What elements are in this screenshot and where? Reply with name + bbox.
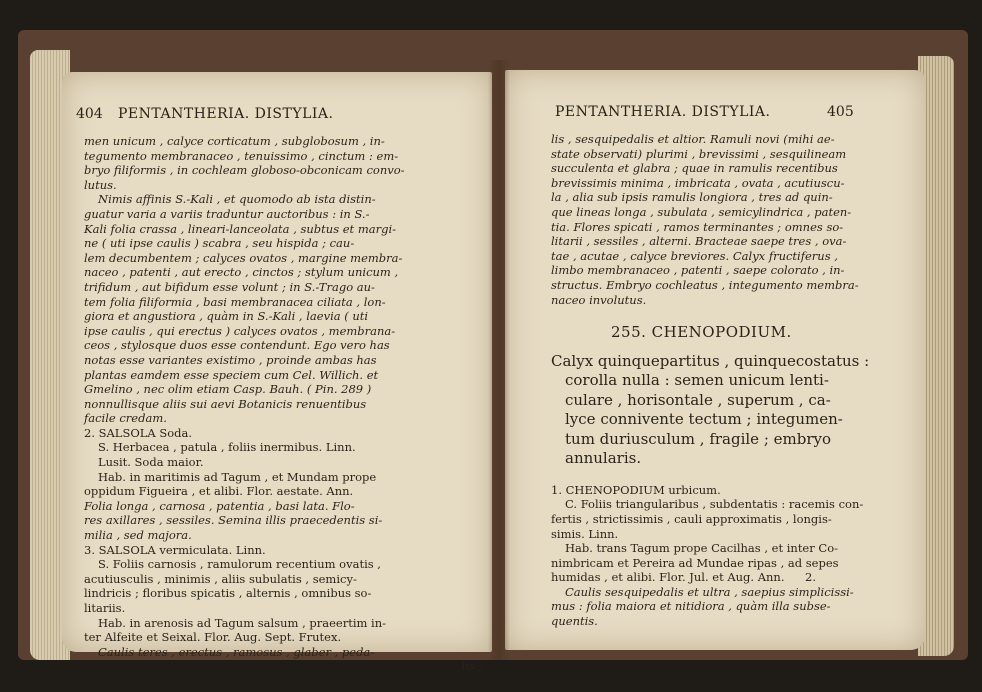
habitat-line: ter Alfeite et Seixal. Flor. Aug. Sept. Frutex. [84, 630, 342, 645]
species-description: Lusit. Soda maior. [98, 455, 204, 470]
left-page [62, 72, 492, 674]
right-page-body [551, 132, 881, 629]
text-line: que lineas longa , subulata , semicylindrica , paten- [551, 204, 852, 219]
habitat-line: Caulis sesquipedalis et ultra , saepius simplicissi- [565, 584, 854, 599]
character-line: lyce connivente tectum ; integumen- [565, 410, 843, 429]
habitat-line: milia , sed majora. [84, 528, 192, 543]
text-line: plantas eamdem esse speciem cum Cel. Willich. et [84, 367, 379, 382]
species-description: acutiusculis , minimis , aliis subulatis , semicy- [84, 571, 357, 586]
text-line: guatur varia a variis traduntur auctoribus : in S.- [84, 206, 370, 221]
text-line: lem decumbentem ; calyces ovatos , margine membra- [84, 250, 403, 265]
habitat-line: Caulis teres , erectus , ramosus , glaber , peda- [98, 644, 375, 659]
species-description: fertis , strictissimis , cauli approximatis , longis- [551, 511, 832, 526]
species-description: C. Foliis triangularibus , subdentatis : racemis con- [565, 497, 864, 512]
left-page-number: 404 [76, 106, 103, 122]
species-heading: 2. SALSOLA Soda. [84, 425, 193, 440]
species-heading: 3. SALSOLA vermiculata. Linn. [84, 542, 266, 557]
text-line: state observati) plurimi , brevissimi , sesquilineam [551, 146, 847, 161]
text-line: structus. Embryo cochleatus , integumento membra- [551, 277, 859, 292]
species-description: simis. Linn. [551, 526, 619, 541]
character-line: tum duriusculum , fragile ; embryo [565, 429, 832, 448]
text-line: ceos , stylosque duos esse contendunt. Ego vero has [84, 338, 390, 353]
genus-heading: 255. CHENOPODIUM. [611, 323, 792, 342]
text-line: trifidum , aut bifidum esse volunt ; in S.-Trago au- [84, 279, 375, 294]
habitat-line: nimbricam et Pereira ad Mundae ripas , ad sepes [551, 555, 839, 570]
text-line: nonnullisque aliis sui aevi Botanicis renuentibus [84, 396, 367, 411]
text-line: brevissimis minima , imbricata , ovata , acutiuscu- [551, 175, 845, 190]
text-line: lis , sesquipedalis et altior. Ramuli novi (mihi ae- [551, 132, 835, 146]
character-line: corolla nulla : semen unicum lenti- [565, 371, 829, 390]
text-line: tem folia filiformia , basi membranacea ciliata , lon- [84, 294, 386, 309]
habitat-line: humidas , et alibi. Flor. Jul. et Aug. Ann. [551, 570, 785, 585]
text-line: limbo membranaceo , patenti , saepe colorato , in- [551, 263, 845, 278]
text-line: facile credam. [84, 411, 167, 426]
habitat-line: Hab. in maritimis ad Tagum , et Mundam prope [98, 469, 377, 484]
habitat-line: oppidum Figueira , et alibi. Flor. aestate. Ann. [84, 484, 354, 499]
habitat-line: Folia longa , carnosa , patentia , basi lata. Flo- [84, 498, 355, 513]
text-line: ipse caulis , qui erectus ) calyces ovatos , membrana- [84, 323, 396, 338]
text-line: naceo , patenti , aut erecto , cinctos ; stylum unicum , [84, 265, 399, 280]
text-line: litarii , sessiles , alterni. Bracteae saepe tres , ova- [551, 234, 847, 249]
book-gutter [488, 60, 510, 660]
text-line: succulenta et glabra ; quae in ramulis recentibus [551, 161, 838, 176]
text-line: tegumento membranaceo , tenuissimo , cinctum : em- [84, 148, 399, 163]
catchword: lis , [461, 659, 482, 674]
habitat-line: quentis. [551, 614, 598, 629]
text-line: lutus. [84, 177, 117, 192]
text-line: men unicum , calyce corticatum , subglobosum , in- [84, 134, 385, 148]
genus-character [551, 352, 881, 469]
text-line: naceo involutus. [551, 292, 647, 307]
species-description: lindricis ; floribus spicatis , alternis , omnibus so- [84, 586, 372, 601]
text-line: ne ( uti ipse caulis ) scabra , seu hispida ; cau- [84, 236, 355, 251]
text-line: tae , acutae , calyce breviores. Calyx fructiferus , [551, 248, 838, 263]
habitat-line: res axillares , sessiles. Semina illis praecedentis si- [84, 513, 383, 528]
left-page-body [84, 134, 482, 674]
catchword: 2. [805, 570, 816, 584]
right-page [505, 70, 925, 650]
text-line: giora et angustiora , quàm in S.-Kali , laevia ( uti [84, 309, 369, 324]
habitat-line: Hab. in arenosis ad Tagum salsum , praeertim in- [98, 615, 387, 630]
text-line: la , alia sub ipsis ramulis longiora , tres ad quin- [551, 190, 833, 205]
text-line: Gmelino , nec olim etiam Casp. Bauh. ( Pin. 289 ) [84, 382, 372, 397]
character-line: annularis. [565, 449, 642, 468]
right-page-number: 405 [827, 104, 854, 120]
text-line: tia. Flores spicati , ramos terminantes ; omnes so- [551, 219, 844, 234]
species-description: litariis. [84, 601, 126, 615]
species-heading: 1. CHENOPODIUM urbicum. [551, 482, 721, 497]
text-line: Kali folia crassa , lineari-lanceolata , subtus et margi- [84, 221, 397, 236]
character-line: culare , horisontale , superum , ca- [565, 390, 831, 409]
text-line: bryo filiformis , in cochleam globoso-obconicam convo- [84, 163, 405, 178]
left-running-head: PENTANTHERIA. DISTYLIA. [118, 106, 334, 122]
habitat-line: Hab. trans Tagum prope Cacilhas , et inter Co- [565, 541, 839, 556]
text-line: Nimis affinis S.-Kali , et quomodo ab ista distin- [98, 192, 376, 207]
species-description: S. Foliis carnosis , ramulorum recentium ovatis , [98, 557, 381, 572]
text-line: notas esse variantes existimo , proinde ambas has [84, 352, 377, 367]
species-description: S. Herbacea , patula , foliis inermibus. Linn. [98, 440, 356, 455]
habitat-line: mus : folia maiora et nitidiora , quàm illa subse- [551, 599, 831, 614]
right-running-head: PENTANTHERIA. DISTYLIA. [555, 104, 771, 120]
character-line: Calyx quinquepartitus , quinquecostatus : [551, 351, 870, 370]
